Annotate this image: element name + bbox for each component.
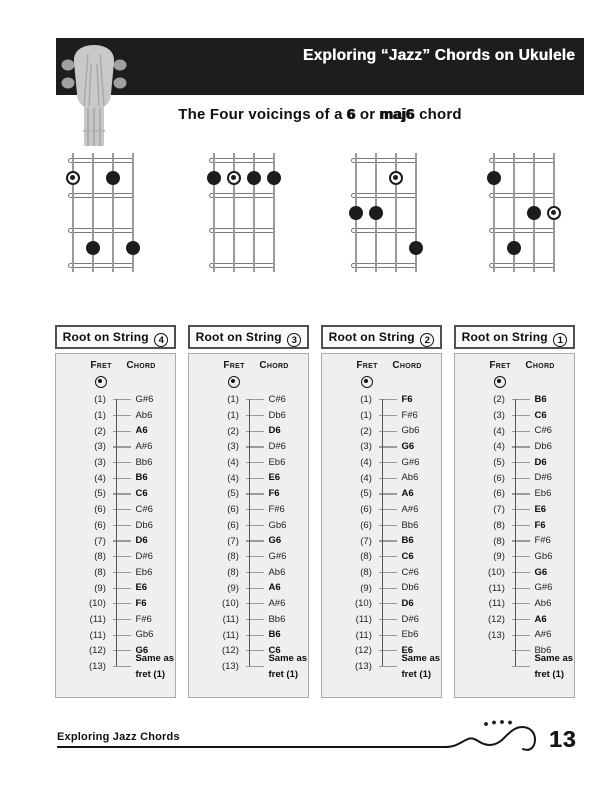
chord-name: Db6: [534, 441, 552, 453]
fret-number: (13): [354, 661, 372, 673]
fret-number: (9): [493, 551, 505, 563]
chord-name: C6: [268, 645, 281, 656]
footer-title: Exploring Jazz Chords: [57, 731, 180, 743]
root-marker-icon: [228, 376, 240, 388]
fret-number: (8): [227, 551, 239, 563]
fret-bar: [68, 193, 134, 198]
table-title: [188, 325, 309, 349]
fret-number: (8): [360, 551, 372, 563]
root-dot: [66, 171, 80, 185]
fret-number: (5): [227, 488, 239, 500]
fret-number: (8): [227, 566, 239, 578]
chord-table-root-string-4: [55, 325, 176, 698]
chord-name: G6: [135, 645, 149, 656]
chord-name: F6: [135, 597, 147, 609]
fret-bar: [68, 158, 134, 163]
table-body: [454, 353, 575, 698]
table-body: [188, 353, 309, 698]
table-rows: [56, 392, 175, 680]
fret-number: (8): [360, 566, 372, 578]
fret-number: (3): [227, 441, 239, 453]
chord-name: G6: [401, 441, 415, 453]
finger-dot: [86, 241, 100, 255]
page-title: Exploring “Jazz” Chords on Ukulele: [302, 47, 575, 64]
ukulele-headstock-graphic: [60, 42, 128, 146]
chord-name: Ab6: [135, 409, 153, 421]
fret-number: (1): [360, 394, 372, 406]
circled-string-number-icon: 4: [154, 333, 168, 347]
table-body: [321, 353, 442, 698]
subtitle-emphasis: maj6: [379, 106, 415, 123]
fret-bar: [489, 158, 555, 163]
fret-bar: [489, 193, 555, 198]
fret-column-header: Fret: [356, 360, 378, 371]
chord-name: G#6: [268, 550, 287, 562]
chord-column-header: Chord: [126, 360, 156, 371]
chord-table-root-string-3: [188, 325, 309, 698]
chord-name: G6: [268, 535, 282, 547]
subtitle: [56, 106, 584, 123]
fret-number: (1): [227, 394, 239, 406]
chord-name: D6: [534, 456, 547, 468]
chord-name: C6: [401, 550, 414, 562]
fret-number: (3): [493, 410, 505, 422]
page-number: 13: [549, 726, 577, 752]
fret-number: (6): [227, 504, 239, 516]
fret-number: (3): [360, 441, 372, 453]
fret-number: (4): [227, 472, 239, 484]
chord-name: C6: [135, 488, 148, 500]
chord-name: Same as fret (1): [268, 652, 308, 680]
fret-number: (12): [354, 645, 372, 657]
ukulele-silhouette-graphic: [446, 716, 554, 766]
fret-number: (10): [354, 598, 372, 610]
chord-name: D#6: [268, 441, 286, 453]
finger-dot: [349, 206, 363, 220]
chord-name: Gb6: [268, 519, 287, 531]
circled-string-number-icon: 2: [420, 333, 434, 347]
table-title-text: Root on String: [461, 330, 548, 344]
table-rows: [455, 392, 574, 680]
fret-number: (1): [360, 410, 372, 422]
fret-number: (11): [355, 613, 372, 625]
fret-number: (11): [89, 629, 106, 641]
fret-bar: [351, 158, 417, 163]
chord-name: A6: [135, 425, 148, 437]
chord-name: Gb6: [401, 425, 420, 437]
finger-dot: [409, 241, 423, 255]
fret-bar: [209, 158, 275, 163]
fret-bar: [209, 228, 275, 233]
chord-name: D#6: [534, 472, 552, 484]
table-rows: [322, 392, 441, 680]
finger-dot: [507, 241, 521, 255]
root-marker-icon: [95, 376, 107, 388]
finger-dot: [207, 171, 221, 185]
chord-name: F#6: [401, 409, 418, 421]
chord-name: Bb6: [534, 645, 552, 656]
chord-name: Db6: [135, 519, 153, 531]
fret-number: (6): [94, 519, 106, 531]
fret-number: (13): [487, 629, 505, 641]
table-title-text: Root on String: [195, 330, 282, 344]
chord-name: Same as fret (1): [534, 652, 574, 680]
chord-name: A6: [401, 488, 414, 500]
chord-name: Ab6: [268, 566, 286, 578]
chord-name: Db6: [401, 582, 419, 594]
fret-number: (4): [493, 441, 505, 453]
fret-number: (13): [88, 661, 106, 673]
finger-dot: [126, 241, 140, 255]
chord-name: Bb6: [401, 519, 419, 531]
finger-dot: [527, 206, 541, 220]
chord-name: Eb6: [401, 629, 419, 641]
chord-diagram-root-string-2: [348, 152, 424, 276]
fret-number: (11): [488, 598, 505, 610]
fret-number: (6): [493, 488, 505, 500]
fret-number: (1): [227, 410, 239, 422]
chord-table-root-string-1: [454, 325, 575, 698]
fret-number: (7): [493, 504, 505, 516]
subtitle-text: or: [355, 106, 380, 123]
finger-dot: [369, 206, 383, 220]
fret-number: (4): [94, 472, 106, 484]
page-header-bar: [56, 38, 584, 95]
fret-number: (12): [487, 613, 505, 625]
fret-number: (7): [227, 535, 239, 547]
chord-name: Ab6: [401, 472, 419, 484]
fret-number: (13): [221, 661, 239, 673]
chord-name: Same as fret (1): [401, 652, 441, 680]
fret-number: (10): [88, 598, 106, 610]
footer-rule: [57, 746, 449, 748]
subtitle-text: chord: [414, 106, 462, 123]
fret-number: (9): [94, 582, 106, 594]
chord-name: C6: [534, 409, 547, 421]
fret-number: (8): [94, 551, 106, 563]
fret-number: (7): [94, 535, 106, 547]
chord-name: Db6: [268, 409, 286, 421]
chord-diagram-root-string-1: [486, 152, 562, 276]
chord-name: E6: [534, 503, 547, 515]
chord-name: Same as fret (1): [135, 652, 175, 680]
fret-number: (10): [221, 598, 239, 610]
subtitle-emphasis: 6: [347, 106, 356, 123]
fret-number: (9): [227, 582, 239, 594]
chord-name: A#6: [401, 503, 419, 515]
fret-number: (9): [360, 582, 372, 594]
fret-number: (4): [360, 472, 372, 484]
chord-name: D6: [268, 425, 281, 437]
fret-number: (8): [493, 535, 505, 547]
chord-name: A#6: [534, 629, 552, 641]
chord-column-header: Chord: [259, 360, 289, 371]
table-title: [321, 325, 442, 349]
fret-bar: [68, 228, 134, 233]
chord-name: D#6: [401, 613, 419, 625]
chord-name: G6: [534, 566, 548, 578]
fret-bar: [489, 263, 555, 268]
bracket-line: [249, 399, 250, 666]
chord-name: B6: [401, 535, 414, 547]
fret-bar: [68, 263, 134, 268]
fret-number: (3): [94, 441, 106, 453]
fret-number: (2): [227, 425, 239, 437]
chord-name: F#6: [135, 613, 152, 625]
fret-number: (2): [493, 394, 505, 406]
fret-number: (7): [360, 535, 372, 547]
chord-name: G#6: [135, 394, 154, 405]
subtitle-text: The Four voicings of a: [178, 106, 348, 123]
chord-column-header: Chord: [525, 360, 555, 371]
chord-name: Ab6: [534, 597, 552, 609]
chord-name: F#6: [534, 535, 551, 547]
fret-number: (11): [222, 629, 239, 641]
fret-number: (11): [355, 629, 372, 641]
fret-number: (6): [227, 519, 239, 531]
fret-bar: [209, 193, 275, 198]
root-dot: [389, 171, 403, 185]
fret-number: (11): [89, 613, 106, 625]
table-title-text: Root on String: [62, 330, 149, 344]
fret-number: (3): [94, 457, 106, 469]
finger-dot: [487, 171, 501, 185]
chord-name: Eb6: [268, 456, 286, 468]
chord-name: Gb6: [534, 550, 553, 562]
chord-name: G#6: [534, 582, 553, 594]
chord-name: C#6: [401, 566, 419, 578]
chord-name: E6: [268, 472, 281, 484]
fret-number: (1): [94, 410, 106, 422]
chord-name: Eb6: [135, 566, 153, 578]
chord-name: F6: [401, 394, 413, 405]
fret-number: (10): [487, 566, 505, 578]
bracket-line: [515, 399, 516, 666]
fret-number: (12): [221, 645, 239, 657]
chord-column-header: Chord: [392, 360, 422, 371]
chord-name: A6: [534, 613, 547, 625]
fret-number: (6): [94, 504, 106, 516]
fret-bar: [351, 228, 417, 233]
fret-number: (11): [488, 582, 505, 594]
finger-dot: [247, 171, 261, 185]
chord-name: C#6: [534, 425, 552, 437]
table-title: [55, 325, 176, 349]
chord-name: Bb6: [135, 456, 153, 468]
chord-name: D#6: [135, 550, 153, 562]
chord-name: Bb6: [268, 613, 286, 625]
chord-name: D6: [401, 597, 414, 609]
table-title: [454, 325, 575, 349]
fret-bar: [351, 193, 417, 198]
chord-name: A#6: [268, 597, 286, 609]
chord-table-root-string-2: [321, 325, 442, 698]
fret-column-header: Fret: [90, 360, 112, 371]
fret-bar: [209, 263, 275, 268]
fret-number: (2): [360, 425, 372, 437]
chord-name: A6: [268, 582, 281, 594]
table-body: [55, 353, 176, 698]
fret-number: (4): [493, 425, 505, 437]
chord-name: F6: [268, 488, 280, 500]
root-marker-icon: [494, 376, 506, 388]
chord-name: F#6: [268, 503, 285, 515]
chord-name: Gb6: [135, 629, 154, 641]
fret-number: (5): [360, 488, 372, 500]
fret-number: (12): [88, 645, 106, 657]
chord-name: A#6: [135, 441, 153, 453]
chord-name: Eb6: [534, 488, 552, 500]
fret-column-header: Fret: [489, 360, 511, 371]
root-marker-icon: [361, 376, 373, 388]
chord-name: B6: [268, 629, 281, 641]
root-dot: [227, 171, 241, 185]
circled-string-number-icon: 1: [553, 333, 567, 347]
fret-number: (6): [493, 472, 505, 484]
fret-number: (4): [227, 457, 239, 469]
chord-name: E6: [401, 645, 414, 656]
fret-number: (2): [94, 425, 106, 437]
fret-number: (6): [360, 504, 372, 516]
table-title-text: Root on String: [328, 330, 415, 344]
circled-string-number-icon: 3: [287, 333, 301, 347]
chord-name: C#6: [135, 503, 153, 515]
chord-name: D6: [135, 535, 148, 547]
fret-bar: [489, 228, 555, 233]
chord-name: G#6: [401, 456, 420, 468]
fret-number: (11): [222, 613, 239, 625]
chord-name: B6: [534, 394, 547, 405]
fret-number: (5): [94, 488, 106, 500]
fret-bar: [351, 263, 417, 268]
finger-dot: [267, 171, 281, 185]
bracket-line: [382, 399, 383, 666]
fret-number: (8): [94, 566, 106, 578]
chord-diagram-root-string-3: [206, 152, 282, 276]
chord-name: F6: [534, 519, 546, 531]
root-dot: [547, 206, 561, 220]
fret-number: (5): [493, 457, 505, 469]
chord-name: B6: [135, 472, 148, 484]
table-rows: [189, 392, 308, 680]
chord-name: C#6: [268, 394, 286, 405]
fret-number: (6): [360, 519, 372, 531]
fret-number: (4): [360, 457, 372, 469]
chord-diagram-root-string-4: [65, 152, 141, 276]
chord-name: E6: [135, 582, 148, 594]
fret-number: (1): [94, 394, 106, 406]
finger-dot: [106, 171, 120, 185]
fret-number: (8): [493, 519, 505, 531]
bracket-line: [116, 399, 117, 666]
fret-column-header: Fret: [223, 360, 245, 371]
